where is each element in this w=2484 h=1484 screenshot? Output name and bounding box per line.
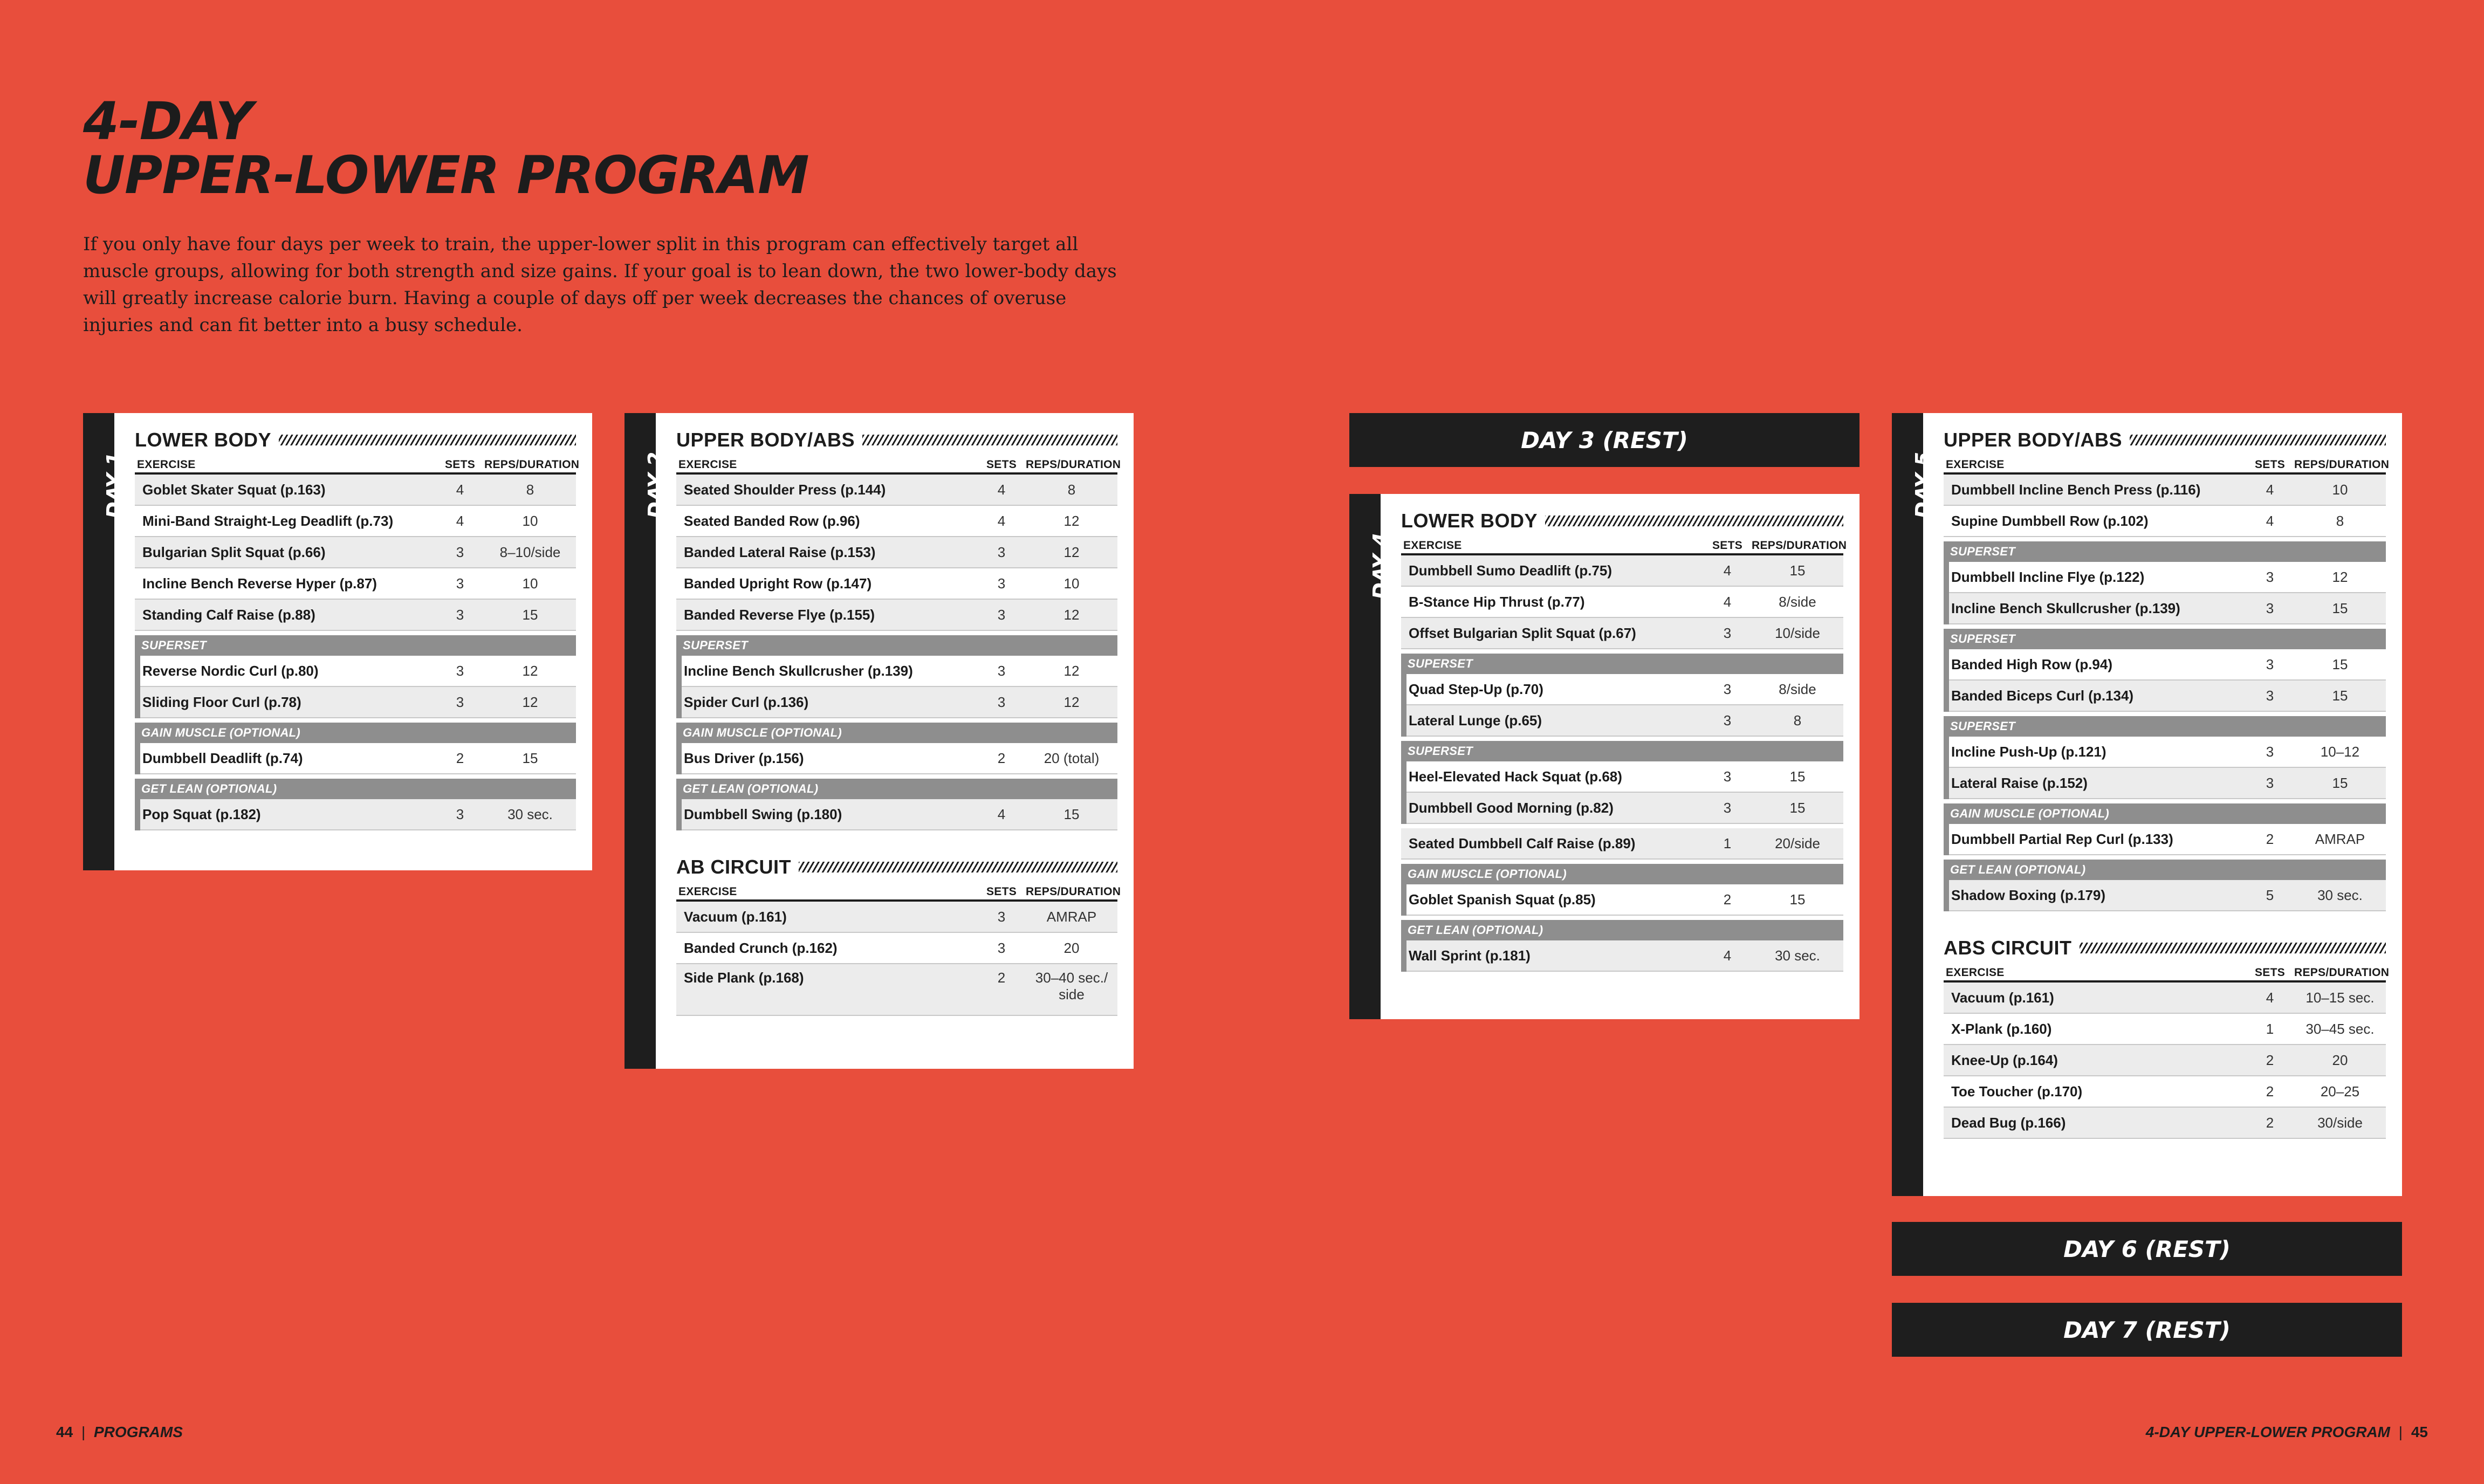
exercise-row (676, 600, 1117, 631)
grouped-rows (135, 743, 576, 774)
exercise-row (682, 687, 1117, 718)
spacer (1401, 824, 1843, 828)
reps-column-header: REPS/DURATION (2294, 458, 2390, 471)
reps-value: 12 (1063, 512, 1080, 529)
sets-value: 3 (456, 693, 464, 710)
reps-value: 12 (1063, 544, 1080, 560)
reps-value: 10 (1063, 575, 1080, 592)
reps-value: AMRAP (2315, 830, 2365, 847)
card-content (1401, 494, 1847, 972)
reps-value: 15 (2332, 600, 2348, 616)
exercise-name: Reverse Nordic Curl (p.80) (142, 662, 319, 679)
sets-value: 1 (2266, 1020, 2274, 1037)
reps-value: 12 (522, 662, 538, 679)
exercise-row (676, 506, 1117, 537)
reps-value: 15 (2332, 774, 2348, 791)
reps-value: 15 (1063, 806, 1080, 822)
sets-value: 2 (2266, 1114, 2274, 1131)
sets-value: 3 (997, 693, 1006, 710)
exercise-row (135, 568, 576, 600)
grouped-rows (135, 656, 576, 718)
reps-value: 10 (2332, 481, 2348, 498)
reps-value: 20 (1063, 939, 1080, 956)
reps-value: 8 (1067, 481, 1076, 498)
reps-value: 15 (1789, 562, 1806, 579)
superset-label: SUPERSET (1944, 541, 2386, 562)
exercise-column-header: EXERCISE (678, 458, 737, 471)
grouped-rows (1944, 737, 2386, 799)
sets-value: 2 (2266, 1083, 2274, 1100)
reps-value: 15 (522, 606, 538, 623)
exercise-name: Dumbbell Partial Rep Curl (p.133) (1951, 830, 2173, 847)
reps-column-header: REPS/DURATION (484, 458, 580, 471)
grouped-rows (1401, 940, 1843, 972)
sets-value: 2 (456, 750, 464, 766)
reps-value: 10 (522, 575, 538, 592)
sets-value: 3 (997, 606, 1006, 623)
day-7-rest-banner: DAY 7 (REST) (1892, 1303, 2402, 1357)
exercise-row (140, 799, 576, 830)
hatch-rule (2080, 943, 2386, 953)
column-headers (1944, 963, 2390, 983)
day-strip (625, 413, 668, 1069)
exercise-name: Banded Crunch (p.162) (684, 939, 838, 956)
page-number-left: 44 (56, 1424, 73, 1440)
sets-value: 4 (1723, 947, 1732, 964)
exercise-name: Dumbbell Swing (p.180) (684, 806, 842, 822)
sets-value: 4 (1723, 593, 1732, 610)
sets-column-header: SETS (986, 458, 1017, 471)
reps-value: 10–12 (2320, 743, 2360, 760)
reps-value: 15 (1789, 799, 1806, 816)
exercise-row (1949, 649, 2386, 681)
exercise-name: Incline Push-Up (p.121) (1951, 743, 2106, 760)
reps-value: 8/side (1779, 681, 1816, 697)
section-header (676, 425, 1117, 455)
exercise-name: B-Stance Hip Thrust (p.77) (1409, 593, 1585, 610)
gain-muscle-label: GAIN MUSCLE (OPTIONAL) (1944, 803, 2386, 824)
exercise-name: Banded High Row (p.94) (1951, 656, 2112, 672)
reps-value: 8/side (1779, 593, 1816, 610)
page-title (83, 91, 809, 205)
section-header (1401, 506, 1843, 536)
sets-value: 3 (1723, 681, 1732, 697)
exercise-row (676, 933, 1117, 964)
footer-chapter-label: 4-DAY UPPER-LOWER PROGRAM (2145, 1424, 2390, 1440)
card-content (135, 413, 580, 830)
exercise-row (1944, 983, 2386, 1014)
column-headers (676, 882, 1121, 902)
reps-value: 20/side (1775, 835, 1820, 851)
day-label: DAY 1 (102, 451, 126, 519)
sets-value: 3 (2266, 568, 2274, 585)
reps-value: 15 (522, 750, 538, 766)
exercise-name: Bus Driver (p.156) (684, 750, 804, 766)
sets-value: 3 (1723, 624, 1732, 641)
sets-value: 1 (1723, 835, 1732, 851)
sets-value: 3 (997, 544, 1006, 560)
reps-value: 15 (2332, 687, 2348, 704)
exercise-name: Supine Dumbbell Row (p.102) (1951, 512, 2149, 529)
exercise-row (1949, 737, 2386, 768)
grouped-rows (1401, 761, 1843, 824)
reps-value: AMRAP (1046, 908, 1097, 925)
reps-value: 10/side (1775, 624, 1820, 641)
exercise-name: Bulgarian Split Squat (p.66) (142, 544, 326, 560)
exercise-row (1401, 828, 1843, 860)
sets-value: 3 (2266, 687, 2274, 704)
sets-value: 4 (2266, 481, 2274, 498)
exercise-row (140, 656, 576, 687)
grouped-rows (1401, 674, 1843, 737)
sets-value: 3 (456, 606, 464, 623)
get-lean-label: GET LEAN (OPTIONAL) (1401, 920, 1843, 940)
exercise-name: Seated Banded Row (p.96) (684, 512, 860, 529)
exercise-row (676, 475, 1117, 506)
exercise-name: Vacuum (p.161) (684, 908, 787, 925)
day-4-card (1349, 494, 1859, 1019)
sets-value: 3 (997, 908, 1006, 925)
exercise-name: Dumbbell Good Morning (p.82) (1409, 799, 1614, 816)
exercise-name: Banded Reverse Flye (p.155) (684, 606, 875, 623)
exercise-name: Shadow Boxing (p.179) (1951, 887, 2106, 903)
reps-column-header: REPS/DURATION (1752, 539, 1847, 552)
section-header (676, 852, 1117, 882)
sets-column-header: SETS (444, 458, 476, 471)
exercise-row (140, 743, 576, 774)
day-strip (1349, 494, 1392, 1019)
exercise-row (1406, 674, 1843, 705)
exercise-row (1949, 880, 2386, 911)
reps-value: 8–10/side (499, 544, 561, 560)
reps-value: 30–40 sec./ side (1035, 970, 1108, 1002)
reps-value: 12 (2332, 568, 2348, 585)
exercise-row (682, 656, 1117, 687)
exercise-row (1406, 705, 1843, 737)
exercise-row (1944, 1076, 2386, 1108)
reps-column-header: REPS/DURATION (2294, 966, 2390, 979)
reps-value: 12 (1063, 606, 1080, 623)
reps-column-header: REPS/DURATION (1026, 458, 1121, 471)
sets-value: 4 (997, 481, 1006, 498)
section-title: LOWER BODY (135, 429, 271, 451)
reps-value: 30 sec. (1775, 947, 1820, 964)
spacer (1944, 911, 2386, 921)
day-strip (1892, 413, 1935, 1196)
sets-value: 3 (997, 575, 1006, 592)
reps-column-header: REPS/DURATION (1026, 885, 1121, 898)
exercise-name: Banded Upright Row (p.147) (684, 575, 872, 592)
exercise-name: Knee-Up (p.164) (1951, 1052, 2058, 1068)
exercise-row (135, 537, 576, 568)
section-title: ABS CIRCUIT (1944, 937, 2072, 959)
sets-value: 2 (2266, 1052, 2274, 1068)
reps-value: 12 (522, 693, 538, 710)
day-5-card (1892, 413, 2402, 1196)
sets-column-header: SETS (2254, 966, 2286, 979)
sets-value: 4 (456, 512, 464, 529)
superset-label: SUPERSET (1401, 741, 1843, 761)
exercise-name: Vacuum (p.161) (1951, 989, 2054, 1006)
sets-value: 3 (456, 806, 464, 822)
exercise-name: Sliding Floor Curl (p.78) (142, 693, 301, 710)
section-header (1944, 933, 2386, 963)
sets-value: 3 (1723, 768, 1732, 785)
exercise-row (682, 799, 1117, 830)
exercise-row (1949, 768, 2386, 799)
superset-label: SUPERSET (1944, 716, 2386, 737)
exercise-name: Incline Bench Reverse Hyper (p.87) (142, 575, 377, 592)
footer-separator: | (81, 1424, 86, 1440)
grouped-rows (1401, 884, 1843, 916)
exercise-row (135, 600, 576, 631)
exercise-column-header: EXERCISE (678, 885, 737, 898)
exercise-row (1406, 761, 1843, 793)
day-3-rest-banner: DAY 3 (REST) (1349, 413, 1859, 467)
hatch-rule (279, 435, 576, 445)
gain-muscle-label: GAIN MUSCLE (OPTIONAL) (135, 723, 576, 743)
sets-column-header: SETS (986, 885, 1017, 898)
sets-value: 5 (2266, 887, 2274, 903)
reps-value: 30/side (2317, 1114, 2363, 1131)
hatch-rule (1545, 516, 1843, 526)
exercise-name: Dumbbell Sumo Deadlift (p.75) (1409, 562, 1612, 579)
column-headers (135, 455, 580, 475)
reps-value: 30–45 sec. (2305, 1020, 2375, 1037)
sets-value: 3 (1723, 799, 1732, 816)
day-label: DAY 2 (644, 451, 668, 519)
reps-value: 30 sec. (507, 806, 553, 822)
exercise-name: Heel-Elevated Hack Squat (p.68) (1409, 768, 1622, 785)
get-lean-label: GET LEAN (OPTIONAL) (135, 779, 576, 799)
exercise-row (1406, 940, 1843, 972)
day-label: DAY 4 (1369, 532, 1392, 600)
exercise-row (1944, 475, 2386, 506)
exercise-row (1401, 618, 1843, 649)
reps-value: 30 sec. (2317, 887, 2363, 903)
sets-value: 3 (2266, 600, 2274, 616)
exercise-column-header: EXERCISE (1946, 966, 2005, 979)
reps-value: 8 (2336, 512, 2344, 529)
exercise-row (1949, 593, 2386, 624)
reps-value: 15 (1789, 768, 1806, 785)
exercise-name: Lateral Lunge (p.65) (1409, 712, 1542, 729)
grouped-rows (1944, 824, 2386, 855)
get-lean-label: GET LEAN (OPTIONAL) (676, 779, 1117, 799)
sets-value: 3 (2266, 656, 2274, 672)
exercise-name: Toe Toucher (p.170) (1951, 1083, 2083, 1100)
sets-value: 2 (2266, 830, 2274, 847)
exercise-row (1949, 562, 2386, 593)
exercise-name: Mini-Band Straight-Leg Deadlift (p.73) (142, 512, 394, 529)
reps-value: 8 (1793, 712, 1802, 729)
exercise-name: Dumbbell Incline Flye (p.122) (1951, 568, 2145, 585)
exercise-name: Standing Calf Raise (p.88) (142, 606, 315, 623)
title-line-1: 4-DAY (83, 91, 253, 152)
footer-section-label: PROGRAMS (94, 1424, 183, 1440)
footer-separator: | (2398, 1424, 2403, 1440)
exercise-row (1944, 1014, 2386, 1045)
sets-value: 2 (1723, 891, 1732, 908)
sets-value: 3 (456, 575, 464, 592)
exercise-row (1949, 824, 2386, 855)
exercise-name: Seated Shoulder Press (p.144) (684, 481, 886, 498)
day-6-rest-banner: DAY 6 (REST) (1892, 1222, 2402, 1276)
day-label: DAY 5 (1911, 451, 1935, 519)
reps-value: 15 (1789, 891, 1806, 908)
sets-value: 4 (997, 512, 1006, 529)
exercise-name: Goblet Skater Squat (p.163) (142, 481, 326, 498)
exercise-name: Banded Lateral Raise (p.153) (684, 544, 876, 560)
reps-value: 10–15 sec. (2305, 989, 2375, 1006)
exercise-name: Goblet Spanish Squat (p.85) (1409, 891, 1596, 908)
exercise-name: Side Plank (p.168) (684, 970, 804, 986)
exercise-row (676, 537, 1117, 568)
sets-value: 3 (997, 939, 1006, 956)
sets-value: 3 (2266, 774, 2274, 791)
exercise-name: Offset Bulgarian Split Squat (p.67) (1409, 624, 1636, 641)
sets-value: 2 (997, 970, 1006, 986)
reps-value: 15 (2332, 656, 2348, 672)
exercise-column-header: EXERCISE (137, 458, 196, 471)
exercise-name: Incline Bench Skullcrusher (p.139) (684, 662, 913, 679)
exercise-name: Seated Dumbbell Calf Raise (p.89) (1409, 835, 1636, 851)
section-title: UPPER BODY/ABS (1944, 429, 2123, 451)
sets-value: 3 (456, 662, 464, 679)
exercise-row (140, 687, 576, 718)
day-1-card (83, 413, 592, 870)
sets-value: 4 (456, 481, 464, 498)
card-content (1944, 413, 2390, 1139)
exercise-name: X-Plank (p.160) (1951, 1020, 2052, 1037)
exercise-name: Dead Bug (p.166) (1951, 1114, 2066, 1131)
reps-value: 8 (526, 481, 534, 498)
exercise-row (1944, 506, 2386, 537)
gain-muscle-label: GAIN MUSCLE (OPTIONAL) (676, 723, 1117, 743)
intro-paragraph: If you only have four days per week to train, the upper-lower split in this program can effectively target all muscle groups, allowing for both strength and size gains. If your goal is to lean down, the two lower-body days will greatly increase calorie burn. Having a couple of days off per week decreases the chances of overuse injuries and can fit better into a busy schedule. (83, 233, 1117, 336)
sets-value: 3 (2266, 743, 2274, 760)
grouped-rows (676, 656, 1117, 718)
exercise-row (1949, 681, 2386, 712)
day-2-card (625, 413, 1134, 1069)
section-title: UPPER BODY/ABS (676, 429, 855, 451)
exercise-row (135, 475, 576, 506)
title-line-2: UPPER-LOWER PROGRAM (83, 145, 809, 205)
column-headers (676, 455, 1121, 475)
day-strip (83, 413, 126, 870)
superset-label: SUPERSET (135, 635, 576, 656)
sets-value: 4 (997, 806, 1006, 822)
exercise-column-header: EXERCISE (1403, 539, 1462, 552)
exercise-row (682, 743, 1117, 774)
hatch-rule (862, 435, 1117, 445)
get-lean-label: GET LEAN (OPTIONAL) (1944, 860, 2386, 880)
reps-value: 10 (522, 512, 538, 529)
footer-left (56, 1424, 183, 1441)
sets-value: 3 (997, 662, 1006, 679)
section-header (135, 425, 576, 455)
exercise-row (1944, 1045, 2386, 1076)
reps-value: 20 (total) (1044, 750, 1100, 766)
exercise-name: Dumbbell Deadlift (p.74) (142, 750, 303, 766)
exercise-name: Dumbbell Incline Bench Press (p.116) (1951, 481, 2201, 498)
sets-value: 4 (1723, 562, 1732, 579)
hatch-rule (2130, 435, 2386, 445)
section-header (1944, 425, 2386, 455)
exercise-name: Wall Sprint (p.181) (1409, 947, 1531, 964)
sets-column-header: SETS (1712, 539, 1743, 552)
hatch-rule (799, 862, 1117, 872)
exercise-row (1401, 587, 1843, 618)
exercise-name: Lateral Raise (p.152) (1951, 774, 2088, 791)
sets-value: 4 (2266, 512, 2274, 529)
sets-value: 2 (997, 750, 1006, 766)
exercise-name: Quad Step-Up (p.70) (1409, 681, 1543, 697)
sets-value: 3 (456, 544, 464, 560)
grouped-rows (135, 799, 576, 830)
exercise-row (1401, 555, 1843, 587)
card-content (676, 413, 1121, 1016)
grouped-rows (1944, 562, 2386, 624)
exercise-name: Spider Curl (p.136) (684, 693, 809, 710)
page-number-right: 45 (2411, 1424, 2428, 1440)
exercise-row (1406, 793, 1843, 824)
superset-label: SUPERSET (676, 635, 1117, 656)
footer-right (2146, 1424, 2428, 1441)
exercise-name: Pop Squat (p.182) (142, 806, 261, 822)
section-title: LOWER BODY (1401, 510, 1538, 532)
exercise-row (676, 902, 1117, 933)
grouped-rows (676, 743, 1117, 774)
exercise-column-header: EXERCISE (1946, 458, 2005, 471)
reps-value: 20 (2332, 1052, 2348, 1068)
grouped-rows (676, 799, 1117, 830)
exercise-row (1944, 1108, 2386, 1139)
reps-value: 12 (1063, 662, 1080, 679)
reps-value: 20–25 (2320, 1083, 2360, 1100)
grouped-rows (1944, 649, 2386, 712)
reps-value: 12 (1063, 693, 1080, 710)
exercise-row (676, 964, 1117, 1016)
superset-label: SUPERSET (1401, 654, 1843, 674)
column-headers (1944, 455, 2390, 475)
exercise-row (1406, 884, 1843, 916)
exercise-row (135, 506, 576, 537)
sets-value: 4 (2266, 989, 2274, 1006)
sets-value: 3 (1723, 712, 1732, 729)
section-title: AB CIRCUIT (676, 856, 791, 878)
exercise-name: Banded Biceps Curl (p.134) (1951, 687, 2134, 704)
superset-label: SUPERSET (1944, 629, 2386, 649)
grouped-rows (1944, 880, 2386, 911)
exercise-row (676, 568, 1117, 600)
spacer (676, 830, 1117, 840)
exercise-name: Incline Bench Skullcrusher (p.139) (1951, 600, 2180, 616)
sets-column-header: SETS (2254, 458, 2286, 471)
gain-muscle-label: GAIN MUSCLE (OPTIONAL) (1401, 864, 1843, 884)
column-headers (1401, 536, 1847, 555)
